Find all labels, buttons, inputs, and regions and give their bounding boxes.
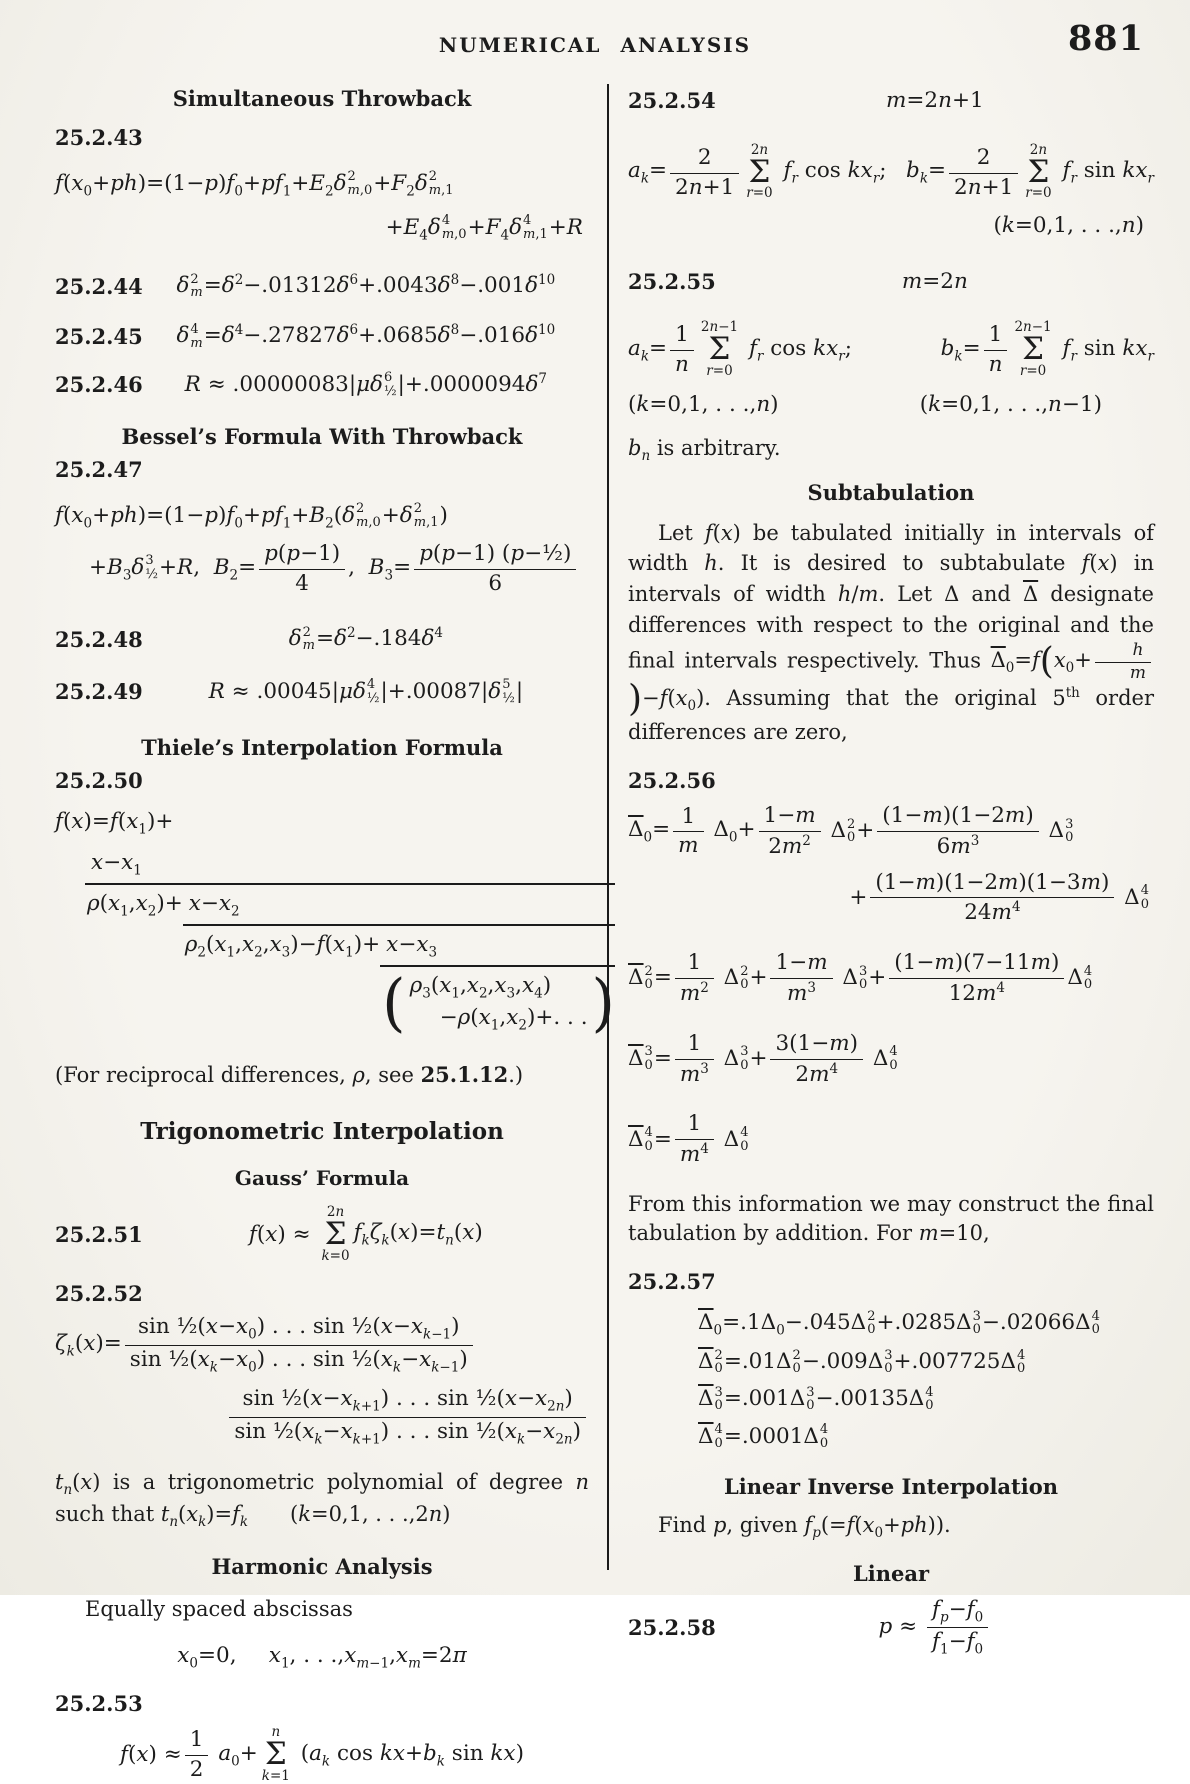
heading-bessel-throwback: Bessel’s Formula With Throwback <box>121 423 523 449</box>
page-number: 881 <box>1067 18 1144 59</box>
cfrac-level-1 <box>85 848 615 1040</box>
summation: n Σ k=1 <box>261 1724 290 1784</box>
eqnum-25-2-50: 25.2.50 <box>55 768 143 794</box>
eq-25-2-46: R ≈ .00000083|μδ 6 ½ $|+.0000094\delta^7$ <box>184 370 548 399</box>
eqnum-25-2-51: 25.2.51 <box>55 1221 143 1247</box>
eq-25-2-55-ak: $a_k=$ $\frac{1}{n}$ 2n−1 Σ r=0 $f_r$ $\cos kx_r$; <box>628 319 852 379</box>
eqnum-25-2-52: 25.2.52 <box>55 1281 143 1307</box>
eqnum-25-2-53: 25.2.53 <box>55 1690 143 1716</box>
eq-row-25-2-44 <box>55 271 589 301</box>
cfrac-num-2: $x-x_2$ <box>188 890 240 920</box>
heading-subtabulation: Subtabulation <box>807 480 975 506</box>
sigma-glyph: Σ <box>748 153 771 190</box>
fraction-zeta-2: $\frac{\sin \frac{1}{2}(x-x_{k+1}) . . . \sin \frac{1}{2}(x-x_{2n})}{\sin \frac{1}{2}(x_k-x_{k+1}) . . . \sin \frac{1}{2}(x_k-x_{2n})}$ <box>229 1386 586 1448</box>
eq-25-2-54-range: (k=0,1, . . .,n) <box>993 212 1144 238</box>
sigma-glyph: Σ <box>1022 330 1044 367</box>
summation: 2n Σ r=0 <box>746 142 773 202</box>
eq-25-2-47-l2a: $+B_3\delta$ 3 ½ +R, $B_2=$ <box>89 552 257 583</box>
right-paren: ) <box>628 678 643 720</box>
eq-25-2-57-line1: $\overline{\Delta}_0=.1\Delta_0-.045\Delta$ 2 0 +.0285Δ 3 0 −.02066Δ 4 0 <box>698 1308 1100 1339</box>
eq-25-2-58: p ≈ $\frac{f_p-f_0}{f_1-f_0}$ <box>879 1597 992 1659</box>
eq-row-25-2-49 <box>55 677 589 707</box>
eqnum-25-2-46: 25.2.46 <box>55 372 143 398</box>
rho-symbol: ρ <box>352 1062 365 1087</box>
eqnum-25-2-47: 25.2.47 <box>55 457 143 483</box>
paragraph-tn-polynomial: $t_n(x)$ is a trigonometric polynomial of degree n such that $t_n(x_k)=f_k$ (k=0,1, . . .,2n) <box>55 1469 589 1530</box>
cfrac-level-2 <box>183 889 615 1040</box>
eq-25-2-56-row2: $\overline{\Delta}$ 2 0 = $\frac{1}{m^2}$ Δ 2 0 + $\frac{1-m}{m^3}$ Δ 3 0 + $\frac{(1-m)(7-11m)}{12m^4}$ Δ 4 0 <box>628 950 1093 1007</box>
cross-reference: 25.1.12 <box>420 1061 509 1087</box>
eq-row-25-2-54-label <box>628 86 1154 116</box>
heading-thiele: Thiele’s Interpolation Formula <box>141 734 503 760</box>
eq-row-25-2-46 <box>55 370 589 400</box>
cfrac-den-3 <box>380 965 615 1040</box>
eqnum-25-2-56: 25.2.56 <box>628 767 716 793</box>
sigma-glyph: Σ <box>708 330 731 367</box>
fraction-ak: $\frac{2}{2n+1}$ <box>670 145 739 200</box>
eq-25-2-43-line2: $+E_4\delta$ 4 m,0 $+F_4\delta$ 4 m,1 +R <box>385 213 583 244</box>
heading-linear-inverse-interpolation: Linear Inverse Interpolation <box>723 1473 1058 1499</box>
sigma-glyph: Σ <box>324 1215 347 1252</box>
eq-25-2-57-line2: $\overline{\Delta}$ 2 0 =.01Δ 2 0 −.009Δ 3 0 +.007725Δ 4 0 <box>698 1347 1026 1377</box>
eq-25-2-47-line1: $f(x_0+ph)=(1-p)f_0+pf_1+B_2(\delta$ 2 m,0 +δ 2 m,1 ) <box>55 501 448 531</box>
fraction-bk: $\frac{1}{n}$ <box>984 322 1008 377</box>
eq-25-2-43-line1: $f(x_0+ph)=(1-p)f_0+pf_1+E_2\delta$ 2 m,0 $+F_2\delta$ 2 m,1 <box>55 169 454 200</box>
eq-row-25-2-51 <box>55 1206 589 1263</box>
fraction-bk: $\frac{2}{2n+1}$ <box>949 145 1018 200</box>
eq-25-2-56-row1: $\overline{\Delta}_0=$ $\frac{1}{m}$ $\Delta_0+$ $\frac{1-m}{2m^2}$ Δ 2 0 + $\frac{(1-m)(1-2m)}{6m^3}$ Δ 3 0 <box>628 803 1074 859</box>
eq-25-2-44: δ 2 m $=\delta^2-.01312\delta^6+.0043\delta^8-.001\delta^{10}$ <box>176 271 556 301</box>
heading-simultaneous-throwback: Simultaneous Throwback <box>172 86 472 111</box>
condition-m-2n-plus-1: m=2n+1 <box>886 88 984 113</box>
fraction-b3: $\frac{\text{p(p−1) (p−½)}}{6}$ <box>414 541 576 596</box>
ordinal-th: th <box>1065 684 1080 701</box>
eqnum-25-2-58: 25.2.58 <box>628 1614 716 1640</box>
range-k-n: (k=0,1, . . .,n) <box>628 392 779 418</box>
eq-25-2-48: δ 2 m $=\delta^2-.184\delta^4$ <box>288 624 443 654</box>
fraction-p: $\frac{f_p-f_0}{f_1-f_0}$ <box>927 1597 988 1659</box>
fraction-zeta-1: $\frac{\sin \frac{1}{2}(x-x_0) . . . \sin \frac{1}{2}(x-x_{k-1})}{\sin \frac{1}{2}(x_k-x_0) . . . \sin \frac{1}{2}(x_k-x_{k-1})}$ <box>125 1314 473 1376</box>
eq-25-2-50-continued-fraction <box>85 848 615 1040</box>
right-paren: ) <box>591 966 615 1040</box>
eq-25-2-55 <box>628 321 1154 378</box>
eqnum-25-2-57: 25.2.57 <box>628 1268 716 1294</box>
summation: 2n Σ k=0 <box>321 1204 350 1264</box>
eqnum-25-2-44: 25.2.44 <box>55 273 143 299</box>
eq-25-2-56-row4: $\overline{\Delta}$ 4 0 = $\frac{1}{m^4}$ Δ 4 0 <box>628 1111 749 1168</box>
eq-25-2-52-part1 <box>55 1314 589 1376</box>
running-head: NUMERICAL ANALYSIS <box>438 33 752 57</box>
eqnum-25-2-45: 25.2.45 <box>55 323 143 349</box>
eq-25-2-51: f(x) ≈ 2n Σ k=0 $f_k\zeta_k(x)=t_n(x)$ <box>248 1204 483 1264</box>
text-equally-spaced: Equally spaced abscissas <box>85 1597 353 1622</box>
cfrac-den-1: $\rho(x_1,x_2)+$ $x-x_2$ $\rho_2(x_1,x_2,x_3)-f(x_1)+$ $x-x_3$ ( $\rho_3(x_1,x_2,x_3,x_4)$ $-\rho(x_1,x_2)+$. . . ) <box>85 883 615 1036</box>
eqnum-25-2-48: 25.2.48 <box>55 626 143 652</box>
eqnum-25-2-49: 25.2.49 <box>55 678 143 704</box>
fraction-one-half: $\frac{1}{2}$ <box>185 1727 209 1782</box>
heading-trigonometric-interpolation: Trigonometric Interpolation <box>140 1117 504 1145</box>
eq-25-2-54-ak: $a_k=$ $\frac{2}{2n+1}$ 2n Σ r=0 $f_r$ $\cos kx_r$; <box>628 142 887 202</box>
range-k-n-minus-1: (k=0,1, . . .,n−1) <box>919 392 1102 418</box>
eqnum-25-2-43: 25.2.43 <box>55 125 143 151</box>
eq-row-25-2-48 <box>55 624 589 654</box>
cfrac-num-3: $x-x_3$ <box>386 932 438 961</box>
heading-linear: Linear <box>852 1561 930 1587</box>
cfrac-level-3 <box>380 930 615 1040</box>
paragraph-final-tabulation: From this information we may construct the final tabulation by addition. For m=10, <box>628 1192 1154 1246</box>
heading-harmonic-analysis: Harmonic Analysis <box>211 1553 433 1579</box>
eq-25-2-49: R ≈ .00045|μδ 4 ½ |+.00087|δ 5 ½ | <box>208 676 524 706</box>
paragraph-subtabulation: Let f(x) be tabulated initially in intervals of width h. It is desired to subtabulate f(x) in intervals of width h/m. Let Δ and $\overline{\Delta}$ designate differences with respect to the original and the final intervals respectively. Thus $\overline{\Delta}_0=f(x_0+$ $\frac{h}{m}$ )$-f(x_0)$. Assuming that the original 5th order differences are zero, <box>628 520 1154 744</box>
summation: 2n−1 Σ r=0 <box>1014 319 1052 379</box>
left-paren: ( <box>1039 640 1054 682</box>
eq-25-2-57-line3: $\overline{\Delta}$ 3 0 =.001Δ 3 0 −.00135Δ 4 0 <box>698 1384 934 1414</box>
eq-25-2-56-row1-cont: + $\frac{(1-m)(1-2m)(1-3m)}{24m^4}$ Δ 4 0 <box>849 869 1149 926</box>
eq-25-2-54 <box>628 144 1154 201</box>
eq-25-2-47-line2 <box>89 541 589 596</box>
cfrac-den-3-line2: $-\rho(x_1,x_2)+$. . . <box>439 1005 588 1034</box>
eq-row-25-2-58 <box>628 1597 1154 1659</box>
sigma-glyph: Σ <box>264 1735 287 1772</box>
fraction-ak: $\frac{1}{n}$ <box>670 322 694 377</box>
delta-bar-symbol: $\overline{\Delta}$ <box>1022 582 1039 607</box>
eqnum-25-2-54: 25.2.54 <box>628 88 716 114</box>
eq-25-2-45: δ 4 m $=\delta^4-.27827\delta^6+.0685\delta^8-.016\delta^{10}$ <box>176 321 556 351</box>
eq-25-2-57-line4: $\overline{\Delta}$ 4 0 =.0001Δ 4 0 <box>698 1421 829 1451</box>
eq-25-2-52-lhs: $\zeta_k(x)=$ <box>55 1331 122 1360</box>
eq-25-2-56-row3: $\overline{\Delta}$ 3 0 = $\frac{1}{m^3}$ Δ 3 0 + $\frac{3(1-m)}{2m^4}$ Δ 4 0 <box>628 1030 898 1087</box>
left-paren: ( <box>382 966 406 1040</box>
sigma-glyph: Σ <box>1027 153 1050 190</box>
eq-25-2-55-bk: $b_k=$ $\frac{1}{n}$ 2n−1 Σ r=0 $f_r$ $\sin kx_r$ <box>940 319 1154 379</box>
note-reciprocal-differences: (For reciprocal differences, ρ, see 25.1.12.) <box>55 1061 524 1087</box>
eq-25-2-53: f(x) ≈ $\frac{1}{2}$ $a_0+$ n Σ k=1 ($a_k$ $\cos kx+b_k$ sin kx) <box>120 1724 524 1784</box>
eq-25-2-47-l2b: , $B_3=$ <box>348 554 412 583</box>
eq-25-2-54-bk: $b_k=$ $\frac{2}{2n+1}$ 2n Σ r=0 $f_r$ $\sin kx_r$ <box>906 142 1154 202</box>
eq-row-25-2-55-label <box>628 267 1154 297</box>
summation: 2n Σ r=0 <box>1025 142 1052 202</box>
cfrac-num-1: $x-x_1$ <box>91 849 142 878</box>
eq-25-2-50-head: $f(x)=f(x_1)+$ <box>55 809 174 838</box>
fraction-b2: $\frac{p(p-1)}{4}$ <box>259 541 345 596</box>
right-column <box>628 82 1154 1658</box>
text-find-p: Find p, given $f_p(=f(x_0+ph))$. <box>658 1513 951 1542</box>
eq-25-2-52-part2 <box>55 1386 589 1448</box>
summation: 2n−1 Σ r=0 <box>700 319 739 379</box>
heading-gauss-formula: Gauss’ Formula <box>234 1166 410 1191</box>
column-divider-rule <box>607 84 609 1570</box>
condition-m-2n: m=2n <box>901 269 968 295</box>
eq-25-2-55-ranges <box>628 390 1154 420</box>
inline-fraction-h-over-m: $\frac{h}{m}$ <box>1095 641 1151 683</box>
eq-row-25-2-45 <box>55 321 589 351</box>
eq-abscissas: $x_0=0$, $x_1$, . . $.,x_{m-1},x_m=2\pi$ <box>177 1642 467 1671</box>
cfrac-den-2: $\rho_2(x_1,x_2,x_3)-f(x_1)+$ $x-x_3$ ( $\rho_3(x_1,x_2,x_3,x_4)$ $-\rho(x_1,x_2)+$. . . ) <box>183 924 615 1036</box>
eqnum-25-2-55: 25.2.55 <box>628 269 716 295</box>
cfrac-den-3-line1: $\rho_3(x_1,x_2,x_3,x_4)$ <box>409 973 552 1002</box>
left-column <box>55 82 615 1784</box>
note-bn-arbitrary: $b_n$ is arbitrary. <box>628 436 781 465</box>
